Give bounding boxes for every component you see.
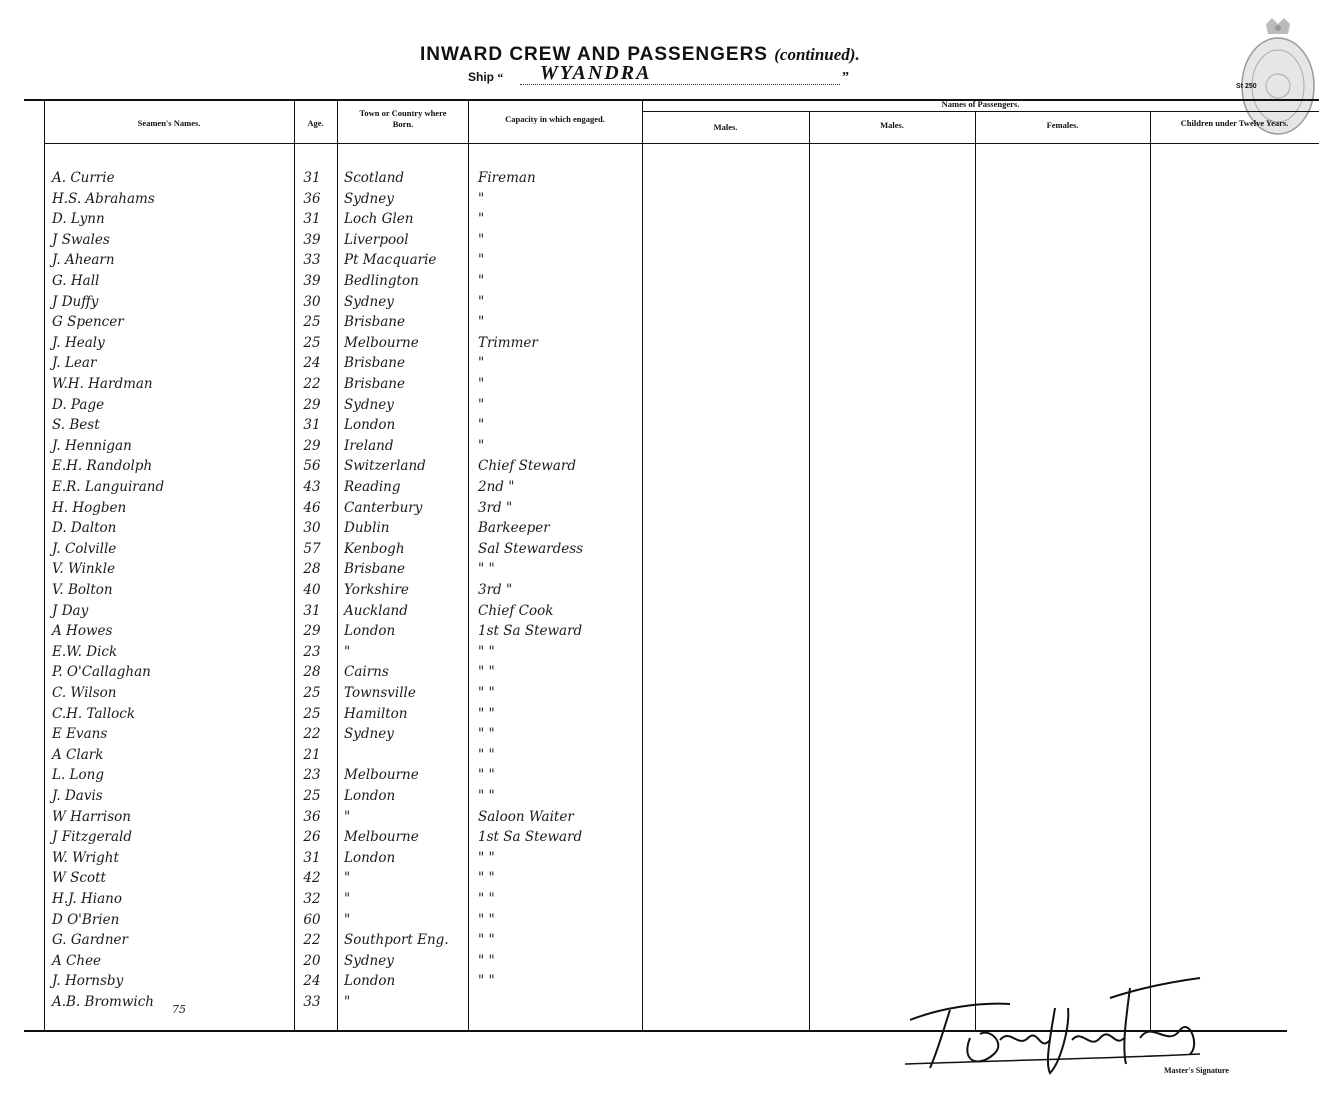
crew-name: J. Colville [52, 541, 117, 557]
crew-age: 24 [303, 973, 321, 989]
col-line-passengers [642, 100, 643, 1030]
crew-age: 25 [303, 335, 321, 351]
crew-capacity: 3rd " [478, 582, 513, 598]
crew-capacity: " [478, 211, 485, 227]
crew-name: G Spencer [52, 314, 124, 330]
crew-age: 32 [303, 891, 321, 907]
crew-name: D. Page [52, 397, 105, 413]
crew-town: Sydney [344, 294, 394, 310]
crew-age: 21 [303, 747, 321, 763]
crew-age: 39 [303, 232, 321, 248]
crew-town: Brisbane [344, 561, 405, 577]
crew-name: J Fitzgerald [52, 829, 133, 845]
page-title: INWARD CREW AND PASSENGERS (continued). [420, 44, 860, 65]
crew-name: J. Healy [52, 335, 105, 351]
crew-town: Ireland [344, 438, 394, 454]
crew-name: W.H. Hardman [52, 376, 153, 392]
ship-close-quote: ” [842, 70, 849, 85]
header-males-2: Males. [880, 120, 904, 130]
crew-capacity: " [478, 397, 485, 413]
crew-capacity: " [478, 314, 485, 330]
crew-age: 23 [303, 644, 321, 660]
crew-age: 40 [303, 582, 321, 598]
crew-town: Brisbane [344, 376, 405, 392]
crew-town: Southport Eng. [344, 932, 449, 948]
crew-age: 22 [303, 932, 321, 948]
crew-name: W Harrison [52, 809, 131, 825]
crew-name: H.S. Abrahams [52, 191, 155, 207]
crew-capacity: " [478, 232, 485, 248]
crew-name: J. Davis [52, 788, 103, 804]
crew-capacity: Fireman [478, 170, 536, 186]
crew-name: E Evans [52, 726, 108, 742]
crew-town: Liverpool [344, 232, 409, 248]
header-town: Town or Country where Born. [359, 108, 447, 129]
crew-capacity: Saloon Waiter [478, 809, 574, 825]
crew-name: J. Ahearn [52, 252, 115, 268]
crew-town: London [344, 788, 396, 804]
crew-capacity: " " [478, 891, 495, 907]
crew-name: C. Wilson [52, 685, 117, 701]
crew-town: Brisbane [344, 314, 405, 330]
crew-town: " [344, 644, 351, 660]
crew-age: 31 [303, 211, 321, 227]
crew-name: S. Best [52, 417, 100, 433]
crew-capacity: " [478, 355, 485, 371]
crew-age: 25 [303, 314, 321, 330]
crew-name: G. Gardner [52, 932, 128, 948]
ship-name: WYANDRA [540, 62, 652, 84]
crew-capacity: " " [478, 767, 495, 783]
crew-capacity: 3rd " [478, 500, 513, 516]
crew-capacity: " [478, 438, 485, 454]
crew-name: A.B. Bromwich [52, 994, 154, 1010]
crew-name: E.R. Languirand [52, 479, 165, 495]
crew-town: London [344, 417, 396, 433]
crew-age: 28 [303, 664, 321, 680]
crew-town: Brisbane [344, 355, 405, 371]
crew-name: G. Hall [52, 273, 100, 289]
crew-age: 29 [303, 623, 321, 639]
crew-capacity: " " [478, 953, 495, 969]
crew-town: Bedlington [344, 273, 419, 289]
crew-town: Dublin [344, 520, 390, 536]
crew-town: Loch Glen [344, 211, 414, 227]
crew-name: P. O'Callaghan [52, 664, 151, 680]
crew-name: J Duffy [52, 294, 99, 310]
col-line-left [44, 100, 45, 1030]
crew-capacity: " " [478, 973, 495, 989]
crew-age: 31 [303, 170, 321, 186]
crew-town: Auckland [344, 603, 408, 619]
crew-age: 26 [303, 829, 321, 845]
crew-age: 29 [303, 438, 321, 454]
crew-age: 36 [303, 191, 321, 207]
crew-name: E.W. Dick [52, 644, 118, 660]
crew-town: London [344, 973, 396, 989]
crew-capacity: 1st Sa Steward [478, 829, 583, 845]
crew-name: J. Hornsby [52, 973, 124, 989]
crew-name: H. Hogben [52, 500, 127, 516]
crew-age: 25 [303, 685, 321, 701]
crew-capacity: " " [478, 850, 495, 866]
crew-age: 43 [303, 479, 321, 495]
crew-age: 28 [303, 561, 321, 577]
crew-town: Reading [344, 479, 401, 495]
crew-capacity: Sal Stewardess [478, 541, 584, 557]
col-line-females [975, 112, 976, 1030]
crew-age: 33 [303, 994, 321, 1010]
crew-capacity: " [478, 273, 485, 289]
crew-capacity: " [478, 252, 485, 268]
crew-age: 20 [303, 953, 321, 969]
crew-capacity: Barkeeper [478, 520, 550, 536]
crew-age: 31 [303, 603, 321, 619]
crew-capacity: " " [478, 726, 495, 742]
crew-capacity: " " [478, 561, 495, 577]
crew-capacity: Trimmer [478, 335, 538, 351]
crew-age: 25 [303, 706, 321, 722]
col-line-capacity [468, 100, 469, 1030]
crew-town: " [344, 809, 351, 825]
header-males-1: Males. [713, 122, 738, 132]
ship-open-quote: “ [497, 70, 504, 84]
crew-capacity: " [478, 191, 485, 207]
crew-town: London [344, 623, 396, 639]
crew-town: Sydney [344, 397, 394, 413]
crew-name: L. Long [52, 767, 104, 783]
crew-town: Canterbury [344, 500, 423, 516]
crew-town: " [344, 994, 351, 1010]
crew-capacity: Chief Steward [478, 458, 576, 474]
title-suffix: (continued). [774, 45, 860, 64]
header-females: Females. [1046, 120, 1079, 130]
crew-name: H.J. Hiano [52, 891, 122, 907]
crew-town: Switzerland [344, 458, 426, 474]
crew-age: 60 [303, 912, 321, 928]
crew-age: 24 [303, 355, 321, 371]
crew-name: D O'Brien [52, 912, 120, 928]
crew-name: V. Bolton [52, 582, 113, 598]
crew-town: Melbourne [344, 829, 419, 845]
header-children: Children under Twelve Years. [1180, 118, 1289, 128]
header-seamens-names: Seamen's Names. [137, 118, 201, 128]
crew-age: 56 [303, 458, 321, 474]
crew-age: 46 [303, 500, 321, 516]
masters-signature-label: Master's Signature [1164, 1066, 1229, 1075]
header-passengers: Names of Passengers. [941, 99, 1020, 109]
crew-age: 29 [303, 397, 321, 413]
crew-town: Sydney [344, 953, 394, 969]
crew-age: 31 [303, 417, 321, 433]
crew-town: Scotland [344, 170, 405, 186]
crew-capacity: " " [478, 912, 495, 928]
crew-capacity: " " [478, 706, 495, 722]
col-line-age [294, 100, 295, 1030]
crew-town: Melbourne [344, 335, 419, 351]
crew-capacity: 2nd " [478, 479, 515, 495]
crew-age: 22 [303, 726, 321, 742]
crew-name: J. Hennigan [52, 438, 132, 454]
crew-town: Sydney [344, 726, 394, 742]
crew-name: A Clark [52, 747, 104, 763]
crew-name: J Day [52, 603, 89, 619]
crew-town: Hamilton [344, 706, 408, 722]
crew-capacity: " " [478, 685, 495, 701]
col-line-children [1150, 112, 1151, 1030]
crew-age: 30 [303, 520, 321, 536]
crew-capacity: " " [478, 644, 495, 660]
crew-capacity: Chief Cook [478, 603, 554, 619]
crew-capacity: " " [478, 932, 495, 948]
crew-age: 57 [303, 541, 321, 557]
crew-town: Townsville [344, 685, 416, 701]
crew-capacity: " " [478, 870, 495, 886]
crew-age: 42 [303, 870, 321, 886]
crew-capacity: " " [478, 788, 495, 804]
crew-age: 33 [303, 252, 321, 268]
crew-name: J Swales [52, 232, 110, 248]
crew-name: A Howes [52, 623, 113, 639]
crew-town: Sydney [344, 191, 394, 207]
crew-town: Melbourne [344, 767, 419, 783]
crew-name: C.H. Tallock [52, 706, 136, 722]
header-bottom-rule [44, 143, 1319, 144]
crew-town: " [344, 870, 351, 886]
form-number: St 250 [1236, 83, 1257, 90]
crew-town: " [344, 891, 351, 907]
crew-name: A Chee [52, 953, 102, 969]
crew-capacity: 1st Sa Steward [478, 623, 583, 639]
passengers-subrule [642, 111, 1319, 112]
crew-name: D. Dalton [52, 520, 117, 536]
crew-capacity: " " [478, 664, 495, 680]
crew-name: J. Lear [52, 355, 97, 371]
crew-name: W Scott [52, 870, 106, 886]
crew-age: 36 [303, 809, 321, 825]
crew-age: 23 [303, 767, 321, 783]
crew-town: " [344, 912, 351, 928]
crew-town: Yorkshire [344, 582, 409, 598]
crew-capacity: " [478, 294, 485, 310]
crew-town: Pt Macquarie [344, 252, 437, 268]
crew-age: 39 [303, 273, 321, 289]
crew-age: 25 [303, 788, 321, 804]
header-capacity: Capacity in which engaged. [505, 114, 605, 124]
col-line-town [337, 100, 338, 1030]
crew-name: A. Currie [52, 170, 115, 186]
ship-label: Ship [468, 70, 494, 84]
crew-town: Cairns [344, 664, 389, 680]
crew-town: London [344, 850, 396, 866]
crew-town: Kenbogh [344, 541, 405, 557]
crew-name: V. Winkle [52, 561, 116, 577]
crew-age: 31 [303, 850, 321, 866]
ship-line [468, 70, 868, 90]
crew-name: W. Wright [52, 850, 119, 866]
crew-total: 75 [172, 1003, 186, 1016]
header-age: Age. [307, 118, 324, 128]
crew-age: 30 [303, 294, 321, 310]
crew-capacity: " " [478, 747, 495, 763]
col-line-males2 [809, 112, 810, 1030]
crew-capacity: " [478, 376, 485, 392]
crew-name: E.H. Randolph [52, 458, 153, 474]
crew-name: D. Lynn [52, 211, 105, 227]
crew-age: 22 [303, 376, 321, 392]
crew-capacity: " [478, 417, 485, 433]
